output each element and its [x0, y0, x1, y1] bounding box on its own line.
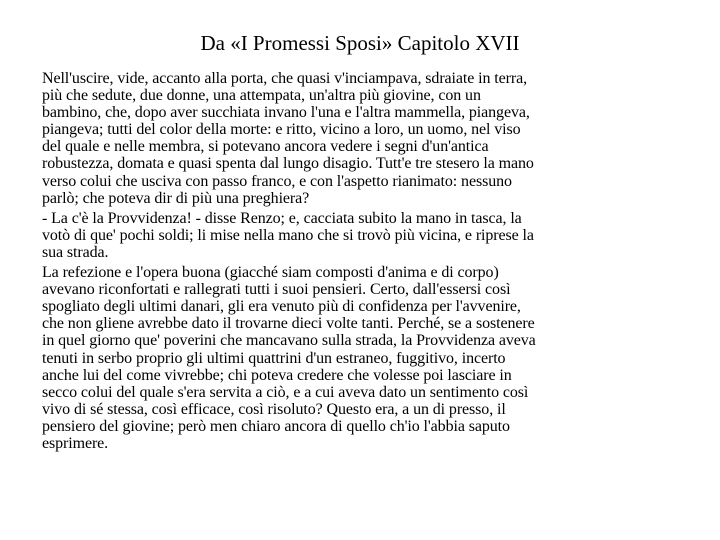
text-line: più che sedute, due donne, una attempata, un'altra più giovine, con un	[42, 87, 481, 105]
page-title: Da «I Promessi Sposi» Capitolo XVII	[200, 31, 520, 55]
text-line: esprimere.	[42, 434, 109, 452]
text-line: pensiero del giovine; però men chiaro ancora di quello ch'io l'abbia saputo	[42, 417, 510, 435]
text-line: vivo di sé stessa, così efficace, così risoluto? Questo era, a un di presso, il	[42, 400, 506, 418]
text-line: bambino, che, dopo aver succhiata invano l'una e l'altra mammella, piangeva,	[42, 104, 530, 122]
text-line: del quale e nelle membra, si potevano ancora vedere i segni d'un'antica	[42, 138, 489, 156]
text-line: che non gliene avrebbe dato il trovarne dieci volte tanti. Perché, se a sostenere	[42, 315, 535, 333]
text-line: piangeva; tutti del color della morte: e ritto, vicino a loro, un uomo, nel viso	[42, 121, 521, 139]
text-line: anche lui del come vivrebbe; chi poteva credere che volesse poi lasciare in	[42, 366, 512, 384]
text-line: verso colui che usciva con passo franco, e con l'aspetto rianimato: nessuno	[42, 172, 512, 190]
text-line: Nell'uscire, vide, accanto alla porta, che quasi v'inciampava, sdraiate in terra,	[42, 70, 528, 87]
text-line: spogliato degli ultimi danari, gli era venuto più di confidenza per l'avvenire,	[42, 298, 521, 316]
text-line: parlò; che poteva dir di più una preghiera?	[42, 189, 310, 207]
paragraph-2	[42, 210, 682, 261]
text-line: - La c'è la Provvidenza! - disse Renzo; e, cacciata subito la mano in tasca, la	[42, 209, 522, 227]
text-line: sua strada.	[42, 243, 109, 261]
text-line: tenuti in serbo proprio gli ultimi quattrini d'un estraneo, fuggitivo, incerto	[42, 349, 506, 367]
text-line: La refezione e l'opera buona (giacché siam composti d'anima e di corpo)	[42, 264, 499, 282]
paragraph-1	[42, 70, 682, 207]
text-line: secco colui del quale s'era servita a ciò, e a cui aveva dato un sentimento così	[42, 383, 529, 401]
text-line: avevano riconfortati e rallegrati tutti i suoi pensieri. Certo, dall'essersi così	[42, 281, 511, 299]
text-line: robustezza, domata e quasi spenta dal lungo disagio. Tutt'e tre stesero la mano	[42, 155, 534, 173]
paragraph-3	[42, 264, 682, 452]
text-line: votò di que' pochi soldi; li mise nella mano che si trovò più vicina, e riprese la	[42, 226, 534, 244]
body-text	[42, 70, 682, 455]
text-line: in quel giorno que' poverini che mancavano sulla strada, la Provvidenza aveva	[42, 332, 536, 350]
